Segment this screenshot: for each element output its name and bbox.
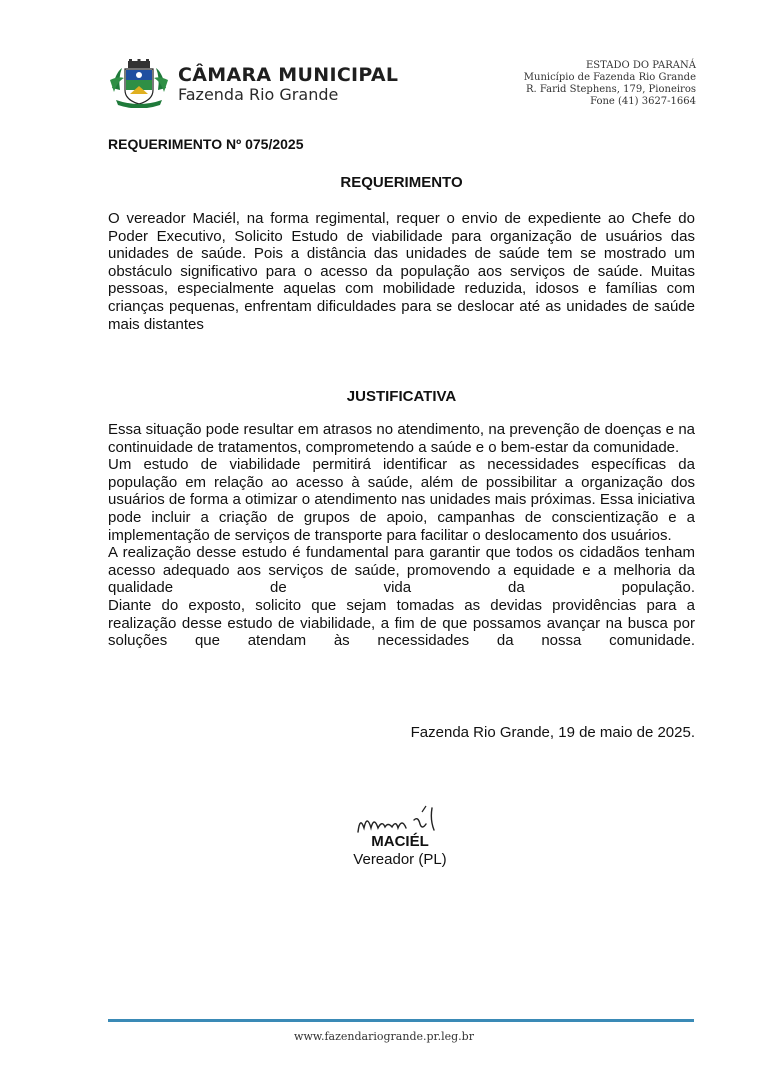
request-number: REQUERIMENTO Nº 075/2025 <box>108 136 304 152</box>
footer-website-link[interactable]: www.fazendariogrande.pr.leg.br <box>294 1030 474 1043</box>
justification-paragraph-4: Diante do exposto, solicito que sejam tomadas as devidas providências para a realização desse estudo de viabilidade, a fim de que possamos avançar na busca por soluções que atendam às necessidades da nossa comunidade. <box>108 596 695 650</box>
signer-role: Vereador (PL) <box>353 851 447 868</box>
handwritten-signature <box>352 798 452 838</box>
justification-title: JUSTIFICATIVA <box>346 388 457 405</box>
justification-body <box>108 421 695 650</box>
brand-subtitle: Fazenda Rio Grande <box>178 85 339 104</box>
address-street: R. Farid Stephens, 179, Pioneiros <box>525 84 696 95</box>
signer-name: MACIÉL <box>371 833 429 850</box>
letterhead <box>108 58 696 110</box>
document-date: Fazenda Rio Grande, 19 de maio de 2025. <box>410 724 695 741</box>
request-paragraph: O vereador Maciél, na forma regimental, requer o envio de expediente ao Chefe do Poder Executivo, Solicito Estudo de viabilidade para organização de usuários das unidades de saúde. Pois a distância das unidades de saúde tem se mostrado um obstáculo significativo para o acesso da população aos serviços de saúde. Muitas pessoas, especialmente aquelas com mobilidade reduzida, idosos e famílias com crianças pequenas, enfrentam dificuldades para se deslocar até as unidades de saúde mais distantes <box>108 210 695 333</box>
footer-divider <box>108 1019 694 1022</box>
address-municipality: Município de Fazenda Rio Grande <box>523 72 696 83</box>
address-phone: Fone (41) 3627-1664 <box>590 96 696 107</box>
brand <box>178 64 398 104</box>
brand-title: CÂMARA MUNICIPAL <box>178 64 399 86</box>
justification-paragraph-1: Essa situação pode resultar em atrasos no atendimento, na prevenção de doenças e na continuidade de tratamentos, comprometendo a saúde e o bem-estar da comunidade. <box>108 421 695 456</box>
document-title: REQUERIMENTO <box>340 174 463 191</box>
address-block <box>524 60 696 108</box>
request-body <box>108 210 695 333</box>
justification-paragraph-2: Um estudo de viabilidade permitirá identificar as necessidades específicas da população em relação ao acesso à saúde, além de possibilitar a organização dos usuários de forma a otimizar o atendimento nas unidades mais próximas. Essa iniciativa pode incluir a criação de grupos de apoio, campanhas de conscientização e a implementação de serviços de transporte para facilitar o deslocamento dos usuários. <box>108 456 695 544</box>
address-state: ESTADO DO PARANÁ <box>585 60 696 71</box>
municipal-coat-of-arms-icon <box>108 58 170 108</box>
justification-paragraph-3: A realização desse estudo é fundamental para garantir que todos os cidadãos tenham acesso adequado aos serviços de saúde, promovendo a equidade e a melhoria da qualidade de vida da população. <box>108 544 695 597</box>
